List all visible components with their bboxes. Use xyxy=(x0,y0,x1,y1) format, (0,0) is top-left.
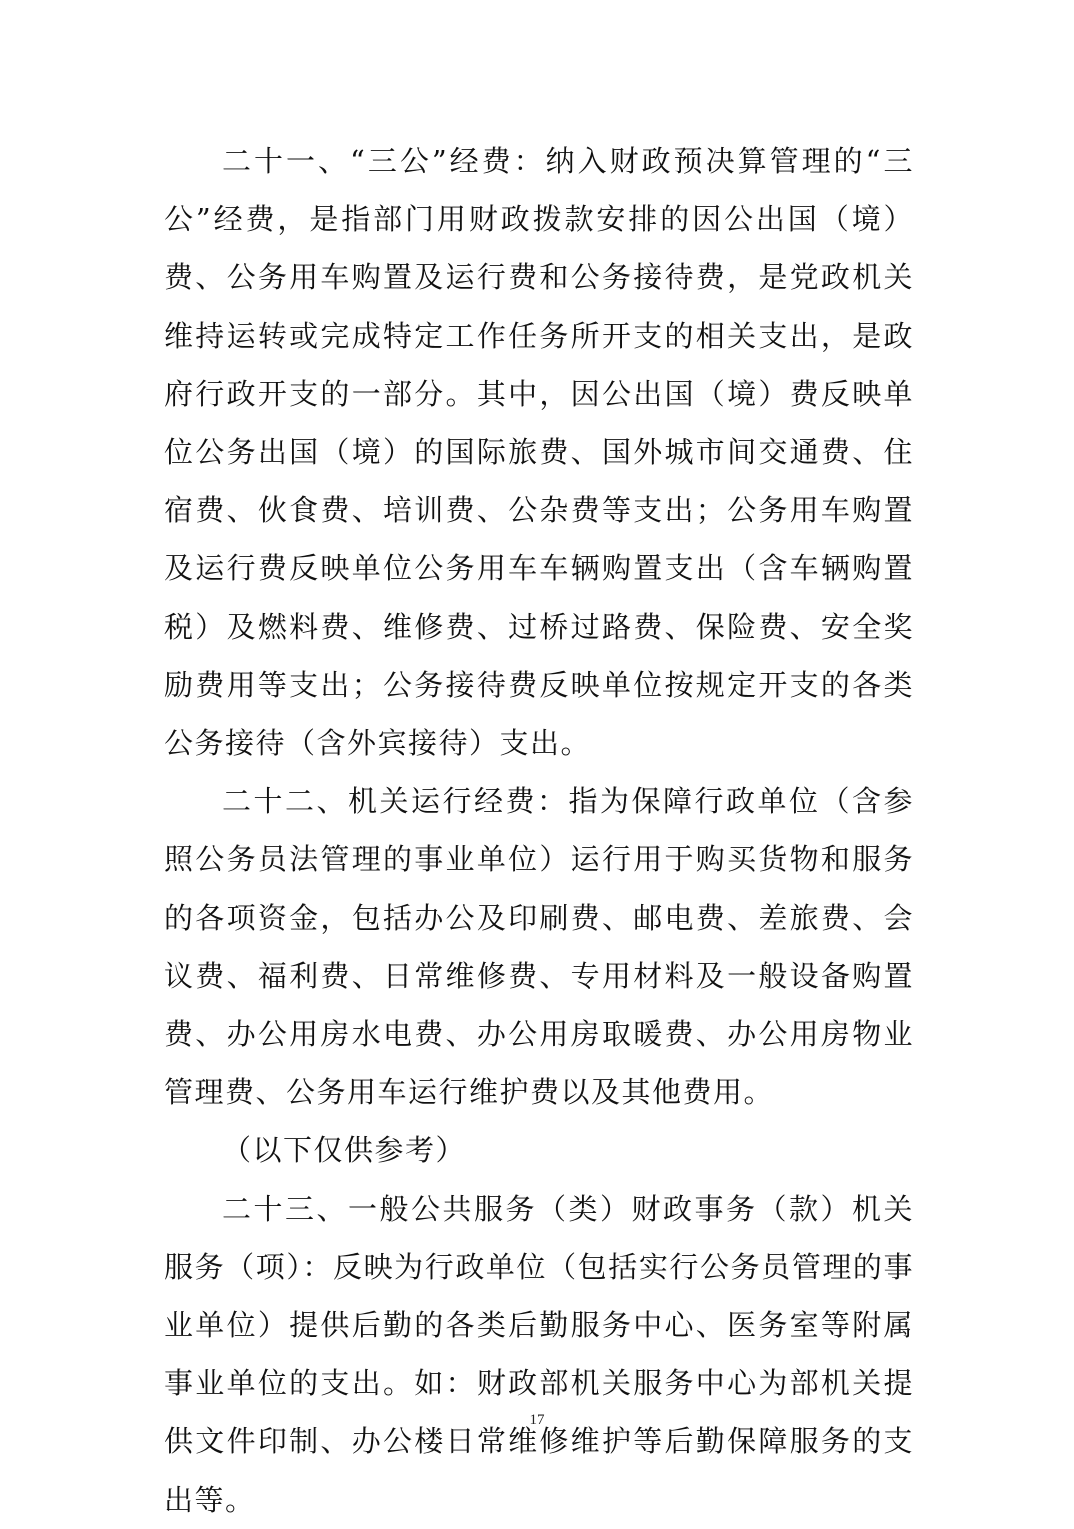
paragraph-reference-note: （以下仅供参考） xyxy=(222,1133,467,1168)
paragraph-agency-operating-expenses: 二十二、机关运行经费：指为保障行政单位（含参照公务员法管理的事业单位）运行用于购买货物和服务的各项资金，包括办公及印刷费、邮电费、差旅费、会议费、福利费、日常维修费、专用材料及一般设备购置费、办公用房水电费、办公用房取暖费、办公用房物业管理费、公务用车运行维护费以及其他费用。 xyxy=(164,784,914,1110)
page-number: 17 xyxy=(529,1412,545,1428)
paragraph-agency-services: 二十三、一般公共服务（类）财政事务（款）机关服务（项）：反映为行政单位（包括实行公务员管理的事业单位）提供后勤的各类后勤服务中心、医务室等附属事业单位的支出。如：财政部机关服务中心为部机关提供文件印制、办公楼日常维修维护等后勤保障服务的支出等。 xyxy=(164,1191,914,1517)
document-body xyxy=(164,132,914,1529)
paragraph-san-gong-expenses: 二十一、“三公”经费：纳入财政预决算管理的“三公”经费，是指部门用财政拨款安排的因公出国（境）费、公务用车购置及运行费和公务接待费，是党政机关维持运转或完成特定工作任务所开支的相关支出，是政府行政开支的一部分。其中，因公出国（境）费反映单位公务出国（境）的国际旅费、国外城市间交通费、住宿费、伙食费、培训费、公杂费等支出；公务用车购置及运行费反映单位公务用车车辆购置支出（含车辆购置税）及燃料费、维修费、过桥过路费、保险费、安全奖励费用等支出；公务接待费反映单位按规定开支的各类公务接待（含外宾接待）支出。 xyxy=(164,144,914,761)
